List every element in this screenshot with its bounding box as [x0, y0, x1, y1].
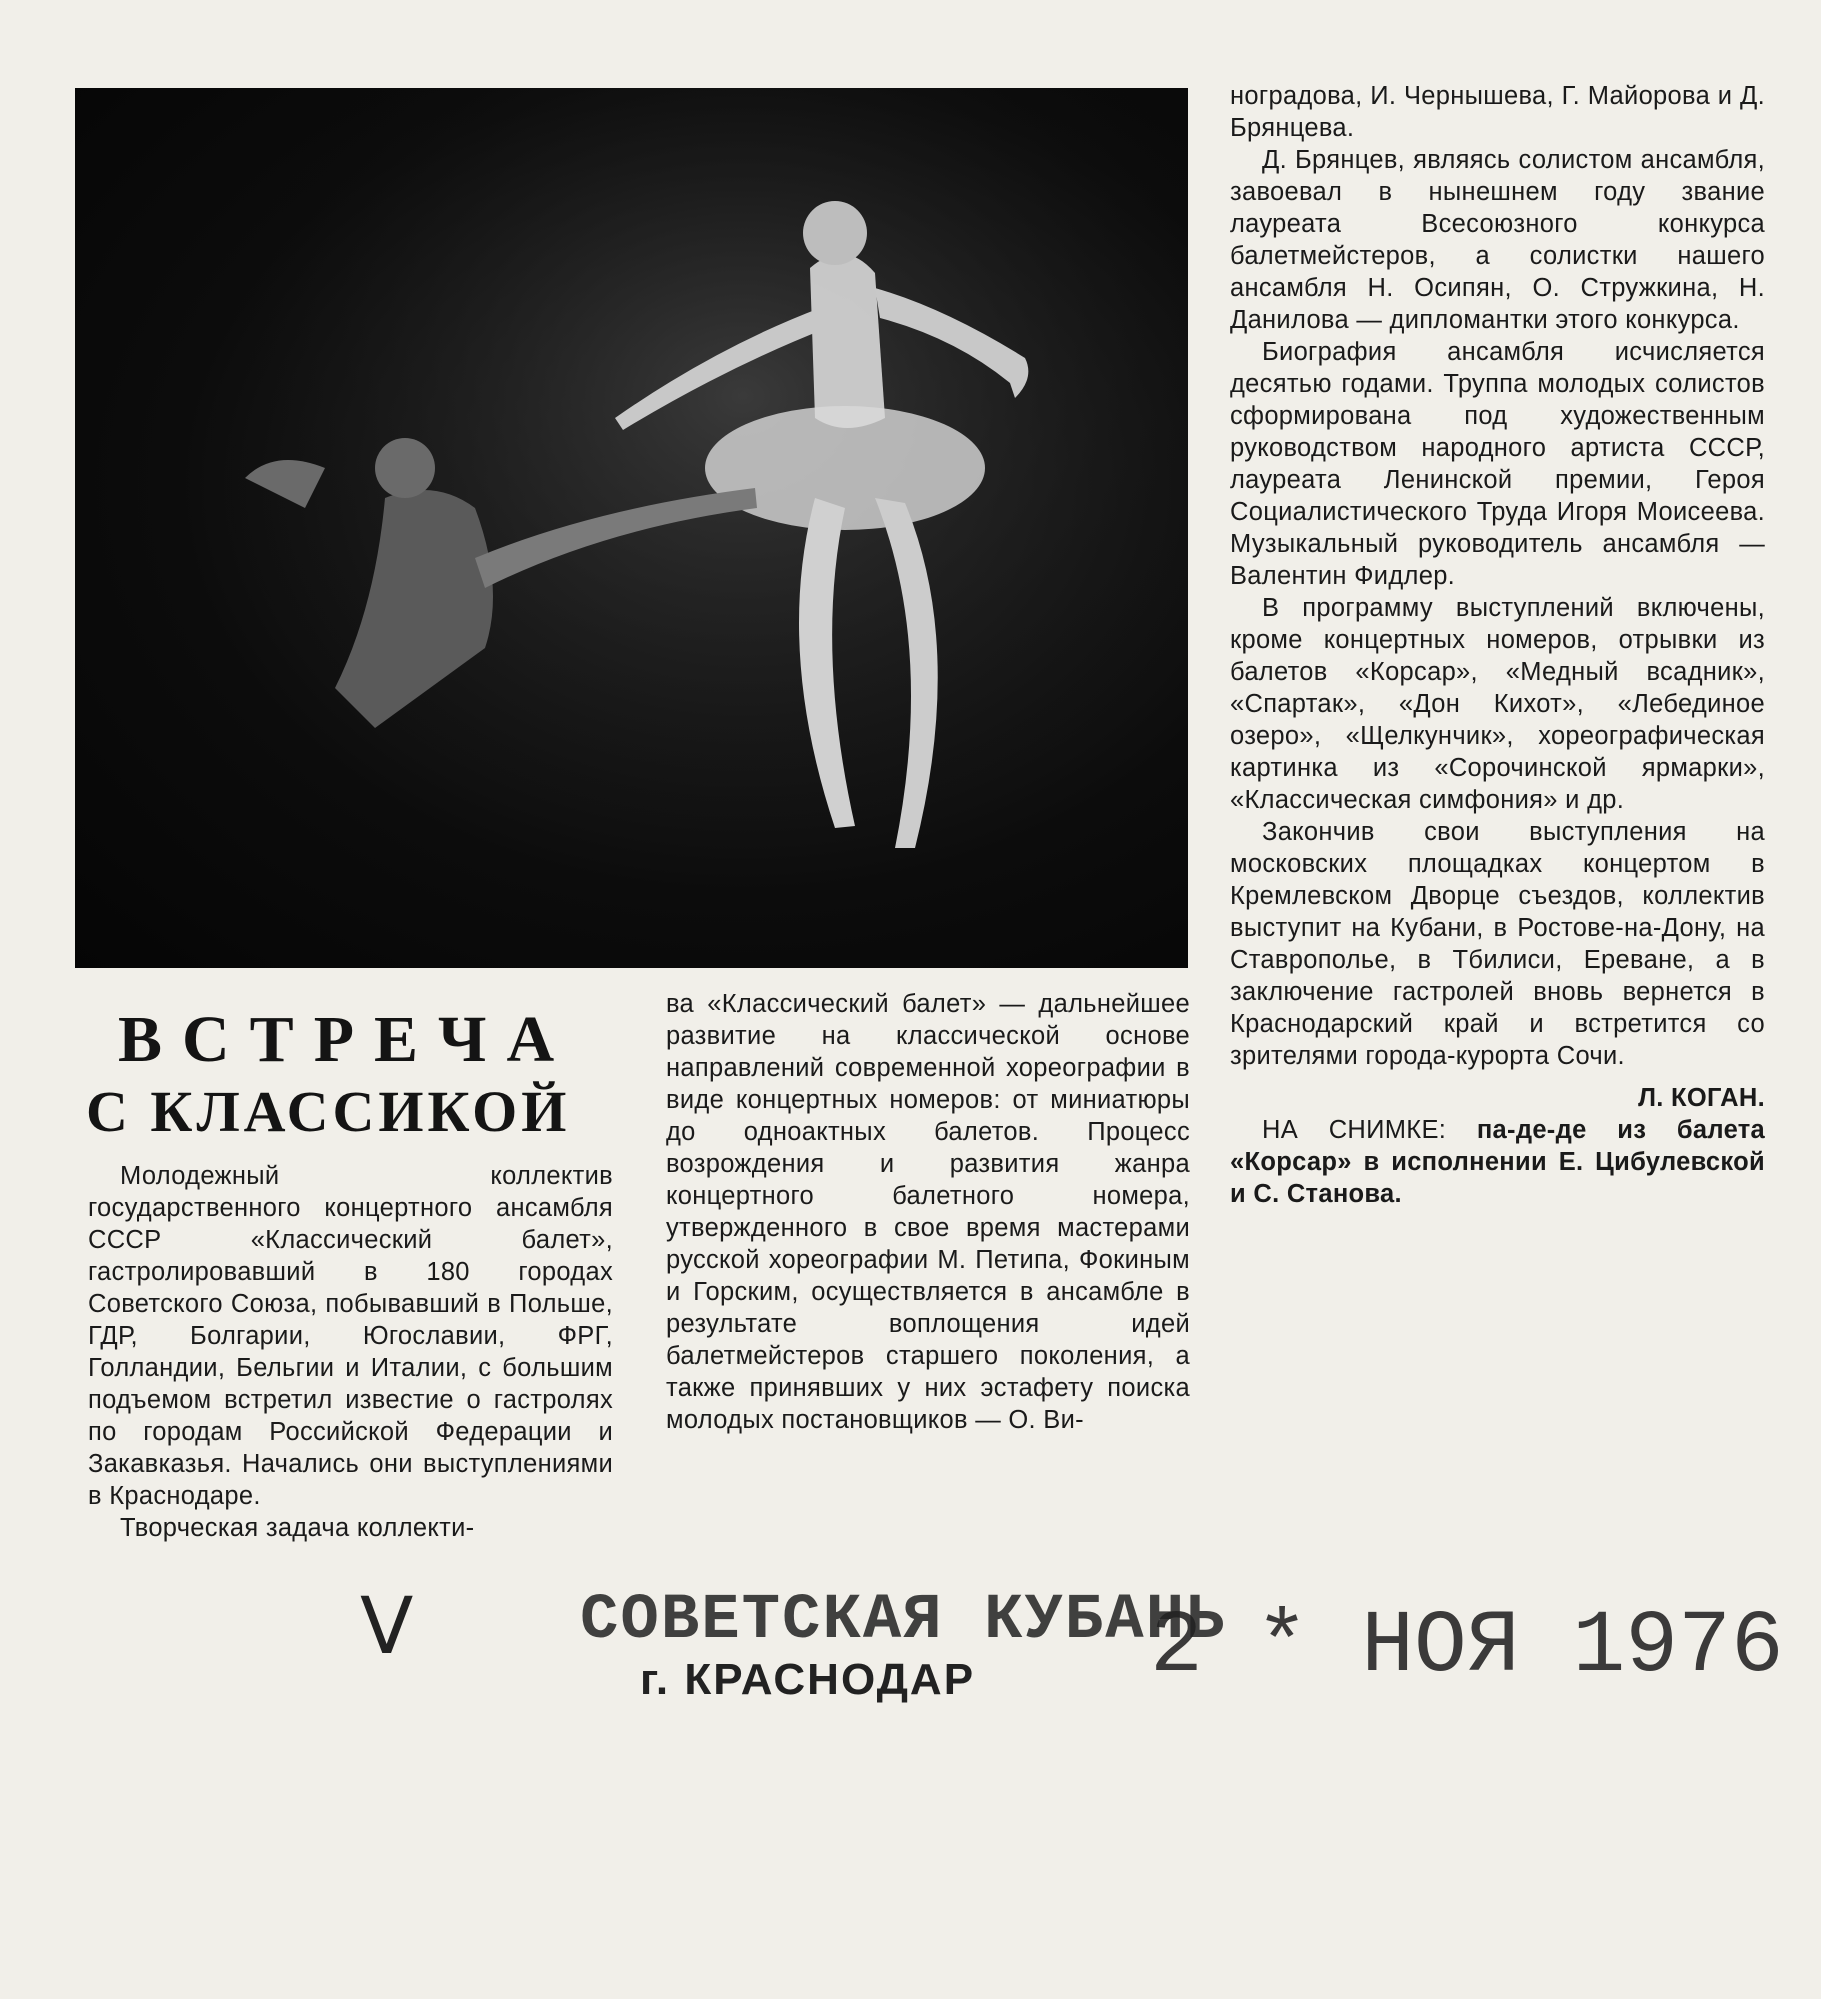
paragraph: Молодежный коллектив государственного концертного ансамбля СССР «Классический балет», гастролировавший в 180 городах Советского Союза, побывавший в Польше, ГДР, Болгарии, Югославии, ФРГ, Голландии, Бельгии и Италии, с большим подъемом встретил известие о гастролях по городам Российской Федерации и Закавказья. Начались они выступлениями в Краснодаре.	[88, 1162, 613, 1510]
clipping-stamp	[0, 1560, 1821, 1720]
headline-line-2: С КЛАССИКОЙ	[86, 1079, 571, 1144]
paragraph: В программу выступлений включены, кроме концертных номеров, отрывки из балетов «Корсар», «Медный всадник», «Спартак», «Дон Кихот», «Лебединое озеро», «Щелкунчик», хореографическая картинка из «Сорочинской ярмарки», «Классическая симфония» и др.	[1230, 594, 1765, 814]
check-mark: V	[360, 1582, 414, 1672]
article-headline	[86, 1005, 626, 1149]
paragraph: Д. Брянцев, являясь солистом ансамбля, завоевал в нынешнем году звание лауреата Всесоюзного конкурса балетмейстеров, а солистки нашего ансамбля Н. Осипян, О. Стружкина, Н. Данилова — дипломантки этого конкурса.	[1230, 146, 1765, 334]
headline-line-1: ВСТРЕЧА	[118, 1003, 575, 1076]
paragraph: Закончив свои выступления на московских площадках концертом в Кремлевском Дворце съездов, коллектив выступит на Кубани, в Ростове-на-Дону, на Ставрополье, в Тбилиси, Ереване, а в заключение гастролей вновь вернется в Краснодарский край и встретится со зрителями города-курорта Сочи.	[1230, 818, 1765, 1070]
article-author: Л. КОГАН.	[1638, 1084, 1765, 1112]
newspaper-name: СОВЕТСКАЯ КУБАНЬ	[580, 1585, 1227, 1657]
paragraph: ва «Классический балет» — дальнейшее развитие на классической основе направлений современной хореографии в виде концертных номеров: от миниатюры до одноактных балетов. Процесс возрождения и развития жанра концертного балетного номера, утвержденного в свое время мастерами русской хореографии М. Петипа, Фокиным и Горским, осуществляется в ансамбле в результате воплощения идей балетмейстеров старшего поколения, а также принявших у них эстафету поиска молодых постановщиков — О. Ви-	[666, 990, 1190, 1434]
paragraph: Биография ансамбля исчисляется десятью годами. Труппа молодых солистов сформирована под художественным руководством народного артиста СССР, лауреата Ленинской премии, Героя Социалистического Труда Игоря Моисеева. Музыкальный руководитель ансамбля — Валентин Фидлер.	[1230, 338, 1765, 590]
caption-lead: НА СНИМКЕ:	[1262, 1116, 1447, 1144]
newspaper-city: г. КРАСНОДАР	[640, 1655, 976, 1704]
article-column-1	[88, 1160, 613, 1544]
paragraph: ноградова, И. Чернышева, Г. Майорова и Д. Брянцева.	[1230, 82, 1765, 142]
photo-caption	[1230, 1114, 1765, 1210]
article-column-2	[666, 988, 1190, 1436]
ballet-dancers-illustration	[75, 88, 1188, 968]
caption-body: па-де-де из балета «Корсар» в исполнении Е. Цибулевской и С. Станова.	[1230, 1116, 1765, 1208]
ballet-photo	[75, 88, 1188, 968]
paragraph: Творческая задача коллекти-	[120, 1514, 475, 1542]
stamp-date: 2 * НОЯ 1976	[1150, 1598, 1784, 1697]
article-column-3	[1230, 80, 1765, 1210]
